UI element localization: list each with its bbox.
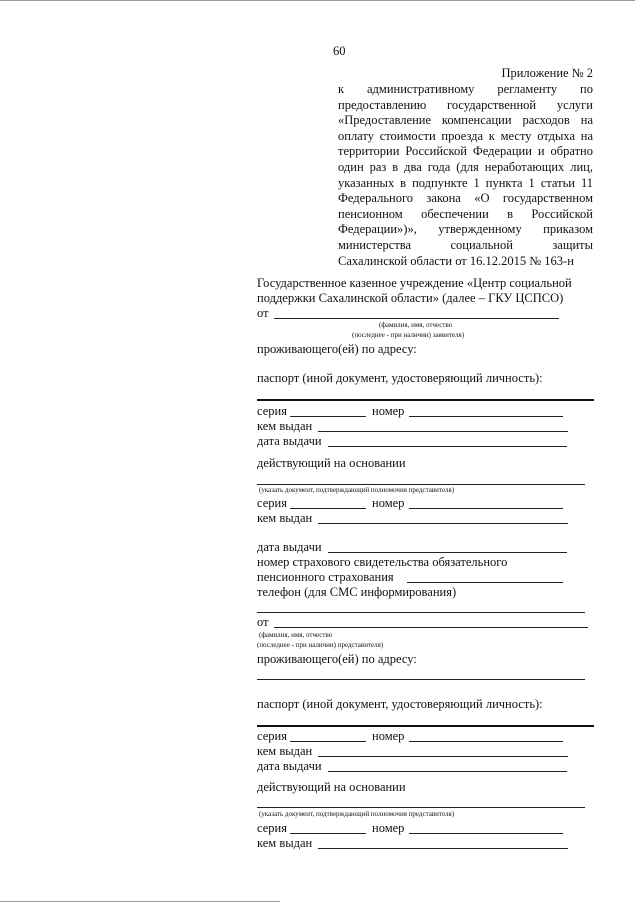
rep-fio-field[interactable] (274, 627, 588, 628)
appendix-title: Приложение № 2 (501, 66, 593, 80)
appendix-line: предоставлению государственной услуги (338, 97, 593, 112)
applicant-issue-date-field[interactable] (328, 446, 567, 447)
applicant-series2-field[interactable] (290, 508, 366, 509)
applicant-passport-rule (257, 399, 594, 401)
applicant-snils-label-2: пенсионного страхования (257, 570, 394, 584)
appendix-line: Федерации»)», утвержденному приказом (338, 222, 593, 237)
rep-issue-date-field[interactable] (328, 771, 567, 772)
appendix-line: Федерального закона «О государственном (338, 191, 593, 206)
rep-series-label: серия (257, 729, 287, 743)
rep-issue-date-label: дата выдачи (257, 759, 322, 773)
rep-passport-rule (257, 725, 594, 727)
applicant-number2-field[interactable] (409, 508, 563, 509)
applicant-number-field[interactable] (409, 416, 563, 417)
appendix-line: к административному регламенту по (338, 82, 593, 96)
rep-series2-label: серия (257, 821, 287, 835)
applicant-series2-label: серия (257, 496, 287, 510)
applicant-issued-by2-label: кем выдан (257, 511, 313, 525)
rep-residing-label: проживающего(ей) по адресу: (257, 652, 417, 666)
addressee-line-1: Государственное казенное учреждение «Центр социальной (257, 276, 572, 290)
applicant-authority-field[interactable] (257, 484, 585, 485)
appendix-line: оплату стоимости проезда к месту отдыха на (338, 128, 593, 143)
applicant-issue-date-label: дата выдачи (257, 434, 322, 448)
rep-fio-hint-2: (последнее - при наличии) представителя) (257, 641, 384, 649)
appendix-line: территории Российской Федерации и обратно (338, 144, 593, 159)
rep-number2-label: номер (372, 821, 405, 835)
scan-bottom-edge (0, 901, 280, 902)
appendix-line: указанных в подпункте 1 пункта 1 статьи 11 (338, 175, 593, 190)
appendix-line: Сахалинской области от 16.12.2015 № 163-н (338, 253, 574, 268)
rep-authority-hint: (указать документ, подтверждающий полномочия представителя) (259, 810, 455, 818)
rep-series2-field[interactable] (290, 833, 366, 834)
applicant-series-field[interactable] (290, 416, 366, 417)
page-number: 60 (333, 44, 346, 58)
applicant-issued-by-field[interactable] (318, 431, 568, 432)
appendix-line: один раз в два года (для неработающих лиц, (338, 159, 593, 174)
applicant-residing-label: проживающего(ей) по адресу: (257, 342, 417, 356)
rep-number2-field[interactable] (409, 833, 563, 834)
rep-issued-by2-field[interactable] (318, 848, 568, 849)
rep-issued-by-field[interactable] (318, 756, 568, 757)
applicant-fio-hint-2: (последнее - при наличии) заявителя) (352, 331, 465, 339)
applicant-from-label: от (257, 306, 269, 320)
appendix-line: «Предоставление компенсации расходов на (338, 113, 593, 128)
scan-top-edge (0, 0, 635, 1)
applicant-fio-hint-1: (фамилия, имя, отчество (379, 321, 453, 329)
rep-issued-by2-label: кем выдан (257, 836, 313, 850)
rep-fio-hint-1: (фамилия, имя, отчество (259, 631, 333, 639)
rep-acting-label: действующий на основании (257, 780, 406, 794)
applicant-acting-label: действующий на основании (257, 456, 406, 470)
applicant-issue-date2-label: дата выдачи (257, 540, 322, 554)
applicant-number-label: номер (372, 404, 405, 418)
rep-number-label: номер (372, 729, 405, 743)
applicant-series-label: серия (257, 404, 287, 418)
rep-passport-label: паспорт (иной документ, удостоверяющий личность): (257, 697, 543, 711)
addressee-line-2: поддержки Сахалинской области» (далее – ГКУ ЦСПСО) (257, 291, 564, 305)
applicant-issued-by-label: кем выдан (257, 419, 313, 433)
applicant-number2-label: номер (372, 496, 405, 510)
appendix-text (338, 82, 593, 269)
applicant-phone-field[interactable] (257, 612, 585, 613)
appendix-line: министерства социальной защиты (338, 237, 593, 252)
applicant-issue-date2-field[interactable] (328, 552, 567, 553)
appendix-line: пенсионном обеспечении в Российской (338, 206, 593, 221)
applicant-phone-label: телефон (для СМС информирования) (257, 585, 457, 599)
rep-issued-by-label: кем выдан (257, 744, 313, 758)
rep-authority-field[interactable] (257, 807, 585, 808)
rep-from-label: от (257, 615, 269, 629)
applicant-issued-by2-field[interactable] (318, 523, 568, 524)
applicant-snils-field[interactable] (407, 582, 563, 583)
applicant-fio-field[interactable] (274, 318, 559, 319)
rep-series-field[interactable] (290, 741, 366, 742)
rep-address-field[interactable] (257, 679, 585, 680)
applicant-snils-label-1: номер страхового свидетельства обязательного (257, 555, 508, 569)
applicant-passport-label: паспорт (иной документ, удостоверяющий личность): (257, 371, 543, 385)
rep-number-field[interactable] (409, 741, 563, 742)
applicant-authority-hint: (указать документ, подтверждающий полномочия представителя) (259, 486, 455, 494)
